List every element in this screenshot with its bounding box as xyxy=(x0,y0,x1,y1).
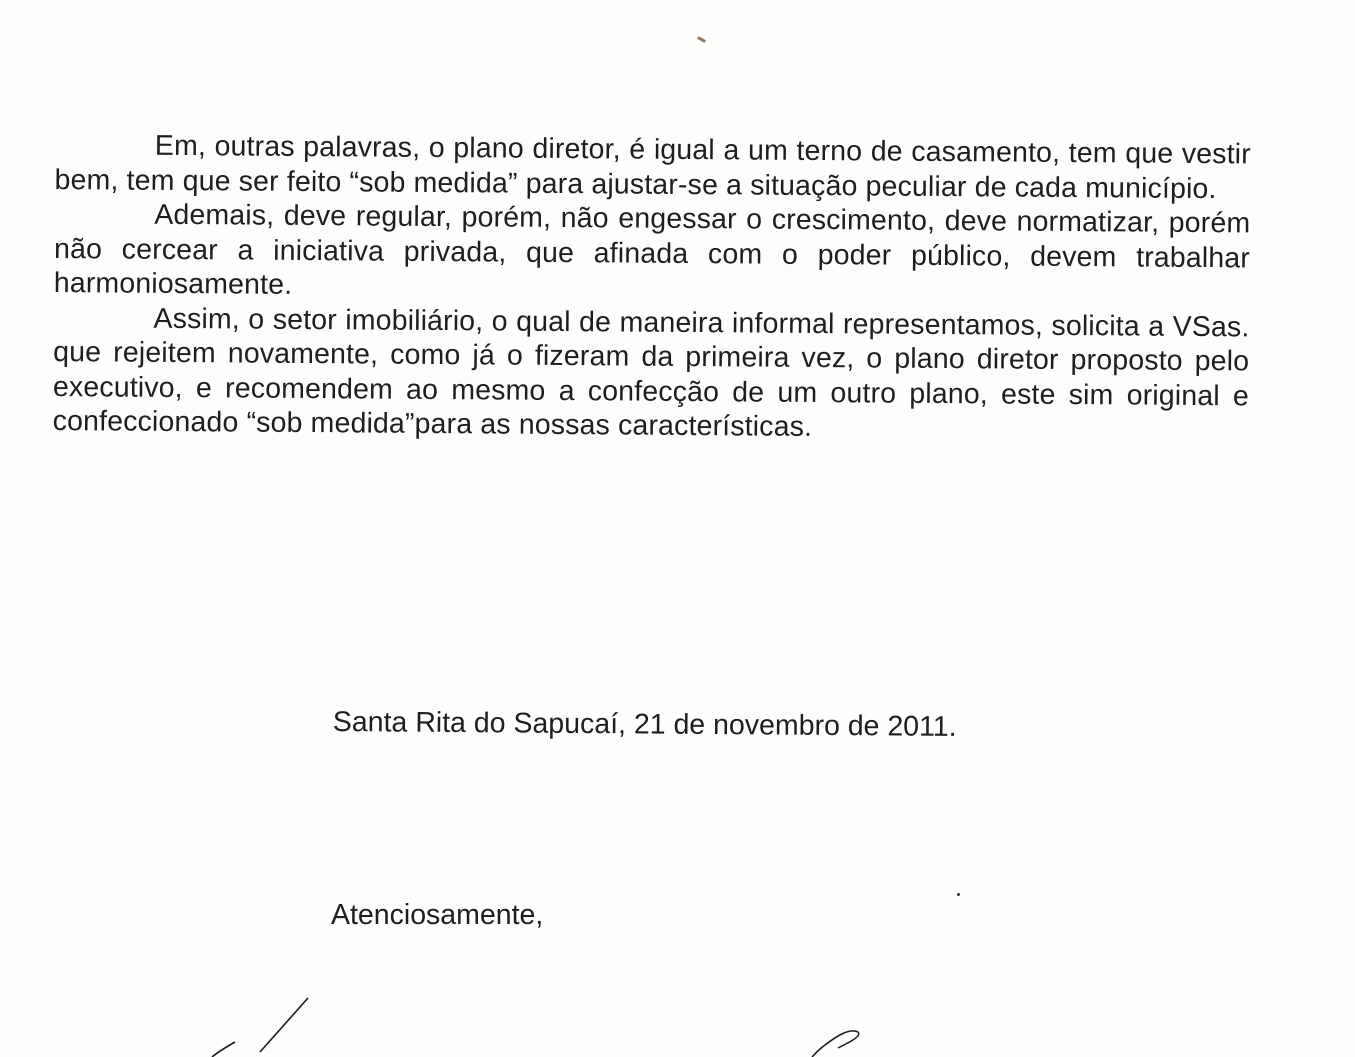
paragraph-1: Em, outras palavras, o plano diretor, é igual a um terno de casamento, tem que vestir bem, tem que ser feito “sob medida” para ajustar-se a situação peculiar de cada município. xyxy=(54,129,1251,205)
closing-salutation: Atenciosamente, xyxy=(331,899,544,931)
paragraph-3: Assim, o setor imobiliário, o qual de maneira informal representamos, solicita a VSas. que rejeitem novamente, como já o fizeram da primeira vez, o plano diretor proposto pelo executivo, e recomendem ao mesmo a confecção de um outro plano, este sim original e confeccionado “sob medida”para as nossas características. xyxy=(52,302,1250,443)
scan-speck xyxy=(697,36,706,43)
scan-dot xyxy=(957,893,960,896)
paragraph-2: Ademais, deve regular, porém, não engessar o crescimento, deve normatizar, porém não cercear a iniciativa privada, que afinada com o poder público, devem trabalhar harmoniosamente. xyxy=(53,198,1251,301)
letter-body xyxy=(53,128,1251,448)
signature-marks xyxy=(190,990,890,1057)
place-date-line: Santa Rita do Sapucaí, 21 de novembro de 2011. xyxy=(332,706,957,743)
